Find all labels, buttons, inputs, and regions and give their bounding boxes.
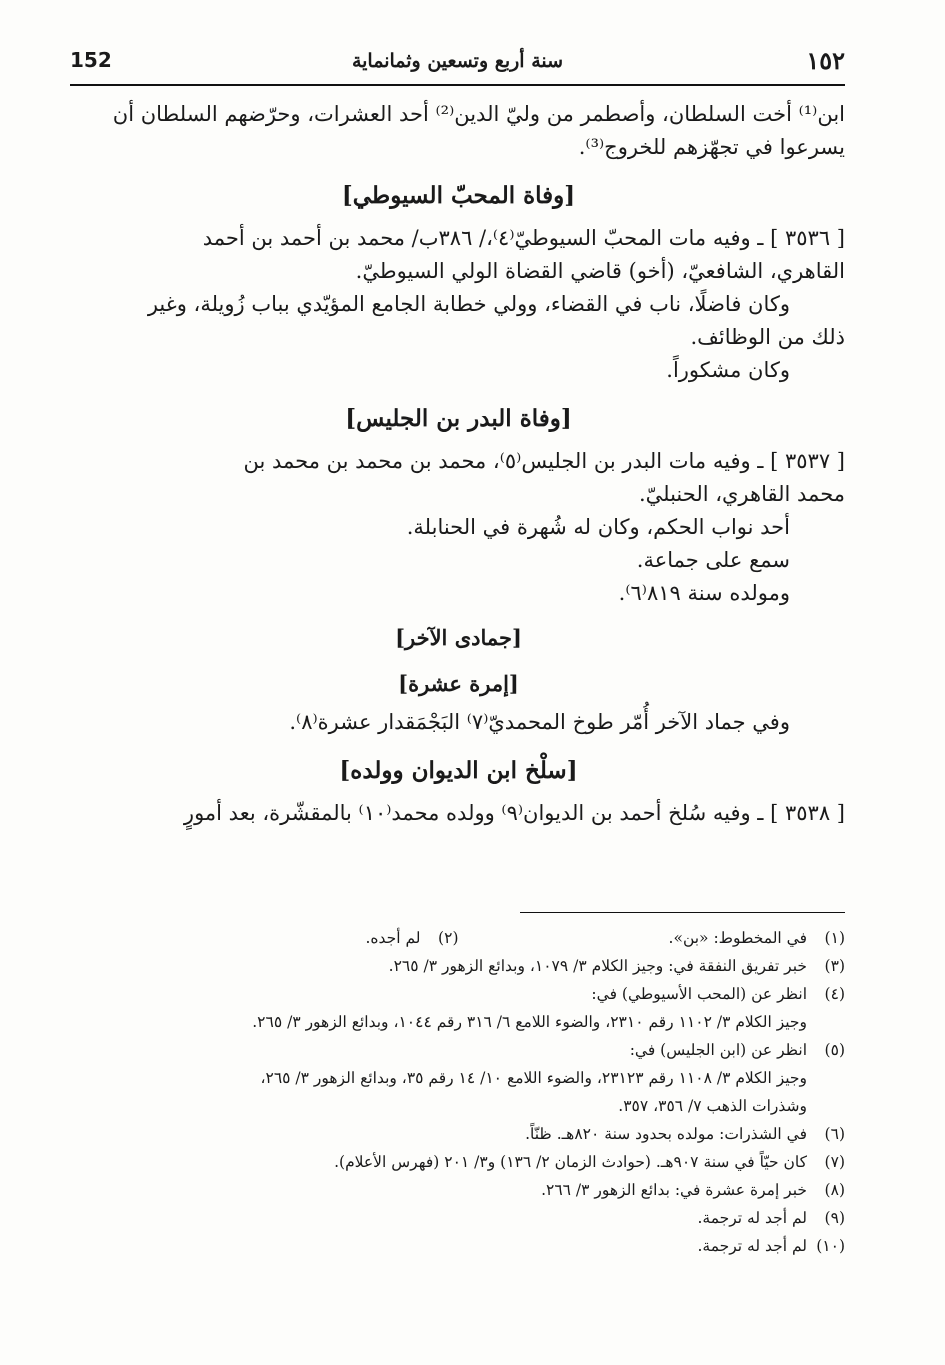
imra-line: وفي جماد الآخر أُمّر طوخ المحمديّ⁽٧⁾ البَجْمَقدار عشرة⁽٨⁾. [289,710,790,734]
entry-3538-line-1: [ ٣٥٣٨ ] ـ وفيه سُلخ أحمد بن الديوان⁽٩⁾ وولده محمد⁽١٠⁾ بالمقشّرة، بعد أمورٍ [183,801,845,825]
page-number-latin: 152 [70,48,112,72]
entry-3536-para2-line-1: وكان فاضلًا، ناب في القضاء، وولي خطابة الجامع المؤيّدي بباب زُويلة، وغير [147,292,790,316]
footnote-4 [72,980,845,1008]
footnote-text: لم أجد له ترجمة. [697,1237,807,1255]
footnote-number: (٢) [438,929,459,947]
entry-3537-para2: أحد نواب الحكم، وكان له شُهرة في الحنابلة. [406,515,790,539]
entry-3537-para3: سمع على جماعة. [636,548,790,572]
entry-3536-para3: وكان مشكوراً. [666,358,790,382]
running-title: سنة أربع وتسعين وثمانماية [351,50,564,72]
section-heading-salkh: [سلْخ ابن الديوان وولده] [339,757,578,784]
footnote-5-continuation-1: وجيز الكلام ٣/ ١١٠٨ رقم ٢٣١٢٣، والضوء اللامع ١٠/ ١٤ رقم ٣٥، وبدائع الزهور ٣/ ٢٦٥، [260,1069,807,1087]
footnotes [72,924,845,1260]
footnote-5 [72,1036,845,1064]
footnote-number: (٩) [824,1209,845,1227]
footnote-4-continuation: وجيز الكلام ٣/ ١١٠٢ رقم ٢٣١٠، والضوء اللامع ٦/ ٣١٦ رقم ١٠٤٤، وبدائع الزهور ٣/ ٢٦٥. [252,1013,807,1031]
entry-3537-para4: ومولده سنة ٨١٩⁽٦⁾. [618,581,790,605]
footnote-number: (٤) [824,985,845,1003]
footnote-rule [520,912,845,913]
footnote-8 [72,1176,845,1204]
footnote-text: لم أجده. [365,929,421,947]
entry-3536-line-1: [ ٣٥٣٦ ] ـ وفيه مات المحبّ السيوطيّ⁽٤⁾،/ ٣٨٦ب/ محمد بن أحمد بن أحمد [202,226,845,250]
section-heading-muhibb: [وفاة المحبّ السيوطي] [341,182,576,209]
footnote-text: في الشذرات: مولده بحدود سنة ٨٢٠هـ. ظنّاً. [525,1125,807,1143]
footnote-2 [72,924,459,952]
header-rule [70,84,845,86]
footnote-text: انظر عن (ابن الجليس) في: [629,1041,807,1059]
section-heading-badr: [وفاة البدر بن الجليس] [345,405,572,432]
footnote-row-1-2 [72,924,845,952]
section-heading-jumada: [جمادى الآخر] [395,625,522,650]
page-number-arabic: ١٥٢ [806,46,845,75]
footnote-7 [72,1148,845,1176]
footnote-number: (١٠) [816,1237,845,1255]
footnote-number: (٧) [824,1153,845,1171]
intro-line-1: ابن⁽¹⁾ أخت السلطان، وأصطمر من وليّ الدين⁽²⁾ أحد العشرات، وحرّضهم السلطان أن [112,102,845,126]
section-heading-imra: [إمرة عشرة] [398,671,519,696]
footnote-text: في المخطوط: «بن». [668,929,807,947]
main-text [72,98,845,830]
footnote-text: لم أجد له ترجمة. [697,1209,807,1227]
entry-3537-line-2: محمد القاهري، الحنبليّ. [638,482,845,506]
footnote-number: (٣) [824,957,845,975]
footnote-text: كان حيّاً في سنة ٩٠٧هـ. (حوادث الزمان ٢/ ١٣٦) و٣/ ٢٠١ (فهرس الأعلام). [334,1153,807,1171]
footnote-text: خبر إمرة عشرة في: بدائع الزهور ٣/ ٢٦٦. [541,1181,807,1199]
footnote-number: (١) [824,929,845,947]
intro-line-2: يسرعوا في تجهّزهم للخروج⁽³⁾. [578,135,845,159]
entry-3536-line-2: القاهري، الشافعيّ، (أخو) قاضي القضاة الولي السيوطيّ. [355,259,845,283]
entry-3536-para2-line-2: ذلك من الوظائف. [690,325,845,349]
footnote-number: (٨) [824,1181,845,1199]
footnote-6 [72,1120,845,1148]
footnote-5-continuation-2: وشذرات الذهب ٧/ ٣٥٦، ٣٥٧. [618,1097,807,1115]
footnote-3 [72,952,845,980]
footnote-9 [72,1204,845,1232]
footnote-number: (٥) [824,1041,845,1059]
footnote-text: انظر عن (المحب الأسيوطي) في: [591,985,807,1003]
footnote-1 [459,924,846,952]
entry-3537-line-1: [ ٣٥٣٧ ] ـ وفيه مات البدر بن الجليس⁽٥⁾، محمد بن محمد بن محمد بن [243,449,845,473]
page-header [70,40,845,86]
footnote-10 [72,1232,845,1260]
footnote-number: (٦) [824,1125,845,1143]
footnote-text: خبر تفريق النفقة في: وجيز الكلام ٣/ ١٠٧٩، وبدائع الزهور ٣/ ٢٦٥. [388,957,807,975]
